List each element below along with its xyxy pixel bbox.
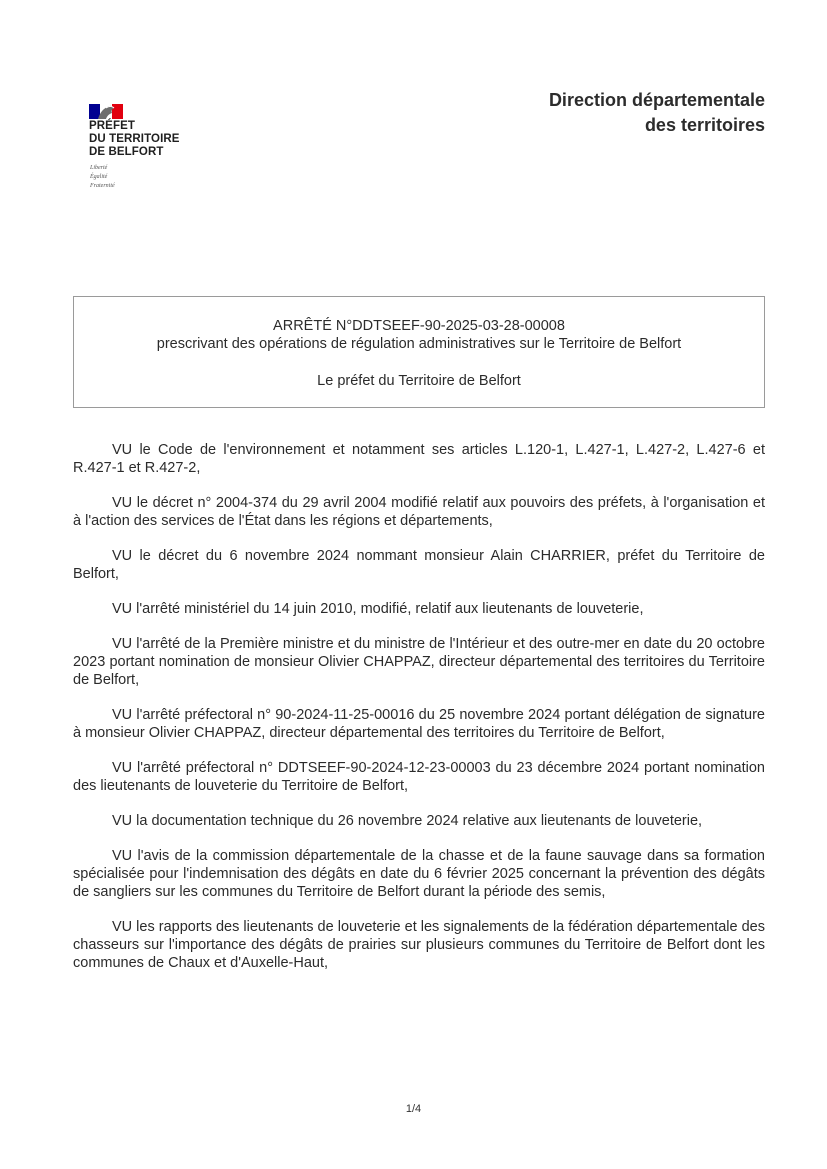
consideration-paragraph: VU l'arrêté préfectoral n° 90-2024-11-25-00016 du 25 novembre 2024 portant délégation de signature à monsieur Olivier CHAPPAZ, directeur départemental des territoires du Territoire de Belfort, [73, 707, 765, 741]
directorate-line-2: des territoires [644, 115, 765, 135]
logo-line-3: DE BELFORT [89, 146, 164, 158]
decree-number: ARRÊTÉ N°DDTSEEF-90-2025-03-28-00008 [273, 318, 565, 334]
consideration-paragraph: VU l'avis de la commission départementale de la chasse et de la faune sauvage dans sa formation spécialisée pour l'indemnisation des dégâts en date du 6 février 2025 concernant la prévention des dégâts de sangliers sur les communes du Territoire de Belfort durant la période des semis, [73, 848, 765, 900]
motto-liberte: Liberté [90, 165, 108, 171]
marianne-flag-icon [89, 102, 123, 119]
motto-fraternite: Fraternité [90, 183, 115, 189]
consideration-paragraph: VU l'arrêté ministériel du 14 juin 2010, modifié, relatif aux lieutenants de louveterie, [112, 601, 644, 617]
decree-subject: prescrivant des opérations de régulation administratives sur le Territoire de Belfort [156, 336, 682, 352]
page-number: 1/4 [405, 1103, 422, 1115]
consideration-paragraph: VU la documentation technique du 26 novembre 2024 relative aux lieutenants de louveterie, [112, 813, 703, 829]
logo-line-2: DU TERRITOIRE [89, 133, 180, 145]
logo-line-1: PRÉFET [89, 120, 135, 132]
directorate-name [549, 88, 765, 138]
prefecture-name [89, 120, 180, 159]
motto-egalite: Égalité [90, 174, 108, 180]
consideration-paragraph: VU l'arrêté de la Première ministre et du ministre de l'Intérieur et des outre-mer en date du 20 octobre 2023 portant nomination de monsieur Olivier CHAPPAZ, directeur départemental des territoires du Territoire de Belfort, [73, 636, 765, 688]
consideration-paragraph: VU les rapports des lieutenants de louveterie et les signalements de la fédération départementale des chasseurs sur l'importance des dégâts de prairies sur plusieurs communes du Territoire de Belfort dont les communes de Chaux et d'Auxelle-Haut, [73, 919, 765, 971]
directorate-line-1: Direction départementale [548, 90, 765, 110]
consideration-paragraph: VU le décret n° 2004-374 du 29 avril 2004 modifié relatif aux pouvoirs des préfets, à l'organisation et à l'action des services de l'État dans les régions et départements, [73, 495, 765, 529]
consideration-paragraph: VU le décret du 6 novembre 2024 nommant monsieur Alain CHARRIER, préfet du Territoire de Belfort, [73, 548, 765, 582]
considerations-list [73, 441, 765, 989]
decree-title-box [73, 296, 765, 408]
republic-motto [90, 164, 115, 191]
decree-authority: Le préfet du Territoire de Belfort [317, 373, 521, 389]
consideration-paragraph: VU le Code de l'environnement et notamment ses articles L.120-1, L.427-1, L.427-2, L.427-6 et R.427-1 et R.427-2, [73, 442, 765, 476]
consideration-paragraph: VU l'arrêté préfectoral n° DDTSEEF-90-2024-12-23-00003 du 23 décembre 2024 portant nomination des lieutenants de louveterie du Territoire de Belfort, [73, 760, 765, 794]
